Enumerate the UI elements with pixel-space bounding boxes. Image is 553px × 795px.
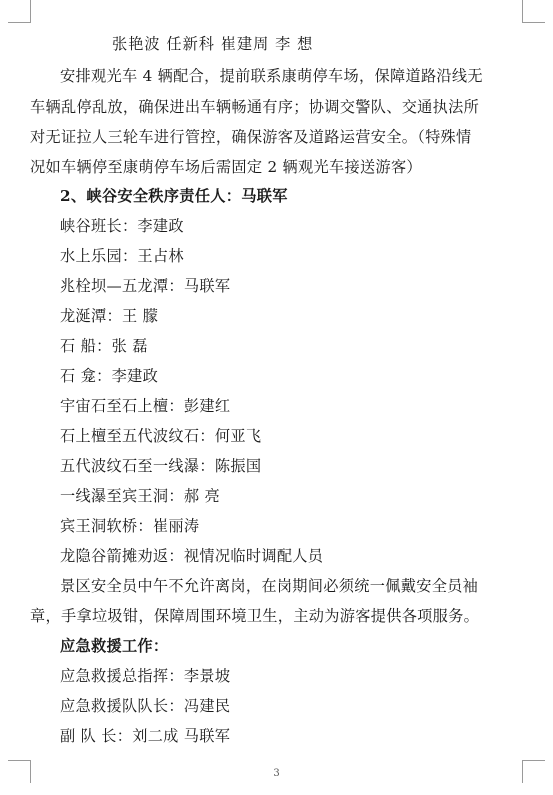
- paragraph-2-line-1: 景区安全员中午不允许离岗，在岗期间必须统一佩戴安全员袖: [60, 577, 479, 595]
- paragraph-1-line-3: 对无证拉人三轮车进行管控，确保游客及道路运营安全。（特殊情: [30, 128, 472, 146]
- assignment-item: 五代波纹石至一线瀑：陈振国: [60, 457, 262, 475]
- assignment-item: 石 龛：李建政: [60, 367, 159, 385]
- paragraph-2-line-2: 章，手拿垃圾钳，保障周围环境卫生，主动为游客提供各项服务。: [30, 607, 480, 625]
- paragraph-1-line-4: 况如车辆停至康萌停车场后需固定 2 辆观光车接送游客）: [30, 158, 422, 176]
- emergency-heading: 应急救援工作：: [60, 637, 169, 655]
- assignment-item: 宇宙石至石上檀：彭建红: [60, 397, 231, 415]
- page-number: 3: [273, 768, 280, 779]
- paragraph-1-line-1: 安排观光车 4 辆配合，提前联系康萌停车场，保障道路沿线无: [60, 67, 483, 85]
- section-2-heading: 2、峡谷安全秩序责任人：马联军: [60, 187, 288, 205]
- assignment-item: 宾王洞软桥：崔丽涛: [60, 517, 200, 535]
- assignment-item: 水上乐园：王占林: [60, 247, 184, 265]
- crop-mark-top-left: [8, 0, 31, 23]
- assignment-item: 兆栓坝—五龙潭：马联军: [60, 277, 231, 295]
- crop-mark-top-right: [522, 0, 545, 23]
- assignment-item: 龙涎潭：王 朦: [60, 307, 159, 325]
- emergency-item: 应急救援队队长：冯建民: [60, 697, 231, 715]
- assignment-item: 石 船：张 磊: [60, 337, 148, 355]
- top-names-line: 张艳波 任新科 崔建周 李 想: [112, 35, 314, 53]
- assignment-item: 石上檀至五代波纹石：何亚飞: [60, 427, 262, 445]
- emergency-item: 应急救援总指挥：李景坡: [60, 667, 231, 685]
- assignment-item: 峡谷班长：李建政: [60, 217, 184, 235]
- assignment-item: 一线瀑至宾王洞：郝 亮: [60, 487, 221, 505]
- emergency-item: 副 队 长：刘二成 马联军: [60, 727, 231, 745]
- paragraph-1-line-2: 车辆乱停乱放，确保进出车辆畅通有序；协调交警队、交通执法所: [30, 98, 480, 116]
- assignment-item: 龙隐谷箭摊劝返：视情况临时调配人员: [60, 547, 324, 565]
